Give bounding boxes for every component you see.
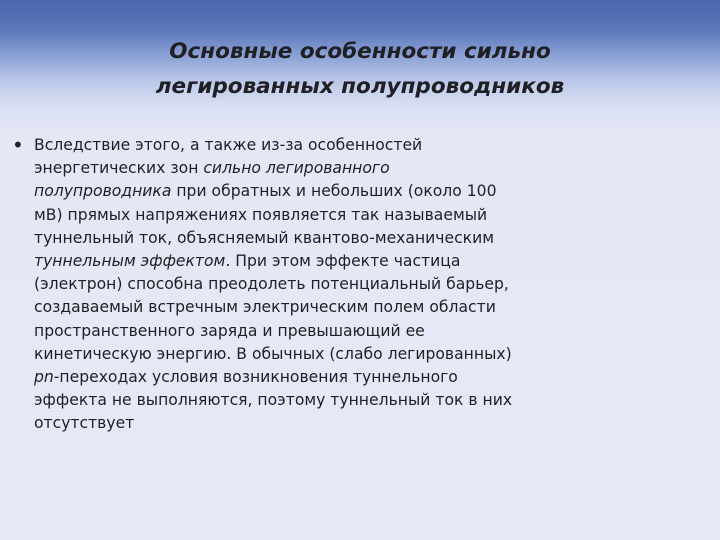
text-run: при обратных и небольших (около 100 xyxy=(171,182,497,201)
text-run: мВ) прямых напряжениях появляется так называемый xyxy=(34,205,488,224)
paragraph-line xyxy=(34,250,652,273)
paragraph-line xyxy=(34,227,652,250)
italic-term: туннельным эффектом xyxy=(34,252,226,271)
text-run: кинетическую энергию. В обычных (слабо легированных) xyxy=(34,344,512,363)
paragraph-line xyxy=(34,412,652,435)
bullet-item xyxy=(12,134,652,436)
text-run: энергетических зон xyxy=(34,159,204,178)
text-run: Вследствие этого, а также из-за особенностей xyxy=(34,136,423,154)
text-run: -переходах условия возникновения туннельного xyxy=(53,368,458,387)
text-run: отсутствует xyxy=(34,414,135,433)
slide-title xyxy=(60,34,660,104)
text-run: создаваемый встречным электрическим полем области xyxy=(34,298,496,317)
paragraph-line xyxy=(34,157,652,180)
text-run: эффекта не выполняются, поэтому туннельный ток в них xyxy=(34,391,513,410)
italic-term: pn xyxy=(34,368,54,387)
paragraph-line xyxy=(34,204,652,227)
title-line-2: легированных полупроводников xyxy=(155,74,565,99)
bullet-marker: • xyxy=(12,133,24,157)
paragraph-line xyxy=(34,134,652,157)
slide-body xyxy=(12,134,652,436)
title-line-1: Основные особенности сильно xyxy=(169,39,551,64)
text-run: туннельный ток, объясняемый квантово-механическим xyxy=(34,228,494,247)
text-run: . При этом эффекте частица xyxy=(225,252,461,271)
bullet-paragraph xyxy=(34,134,652,436)
text-run: (электрон) способна преодолеть потенциальный барьер, xyxy=(34,275,509,294)
paragraph-line xyxy=(34,273,652,296)
paragraph-line xyxy=(34,180,652,203)
paragraph-line xyxy=(34,389,652,412)
paragraph-line xyxy=(34,296,652,319)
paragraph-line xyxy=(34,320,652,343)
italic-term: сильно легированного xyxy=(203,159,390,178)
italic-term: полупроводника xyxy=(34,182,172,201)
text-run: пространственного заряда и превышающий ее xyxy=(34,321,425,340)
paragraph-line xyxy=(34,366,652,389)
paragraph-line xyxy=(34,343,652,366)
